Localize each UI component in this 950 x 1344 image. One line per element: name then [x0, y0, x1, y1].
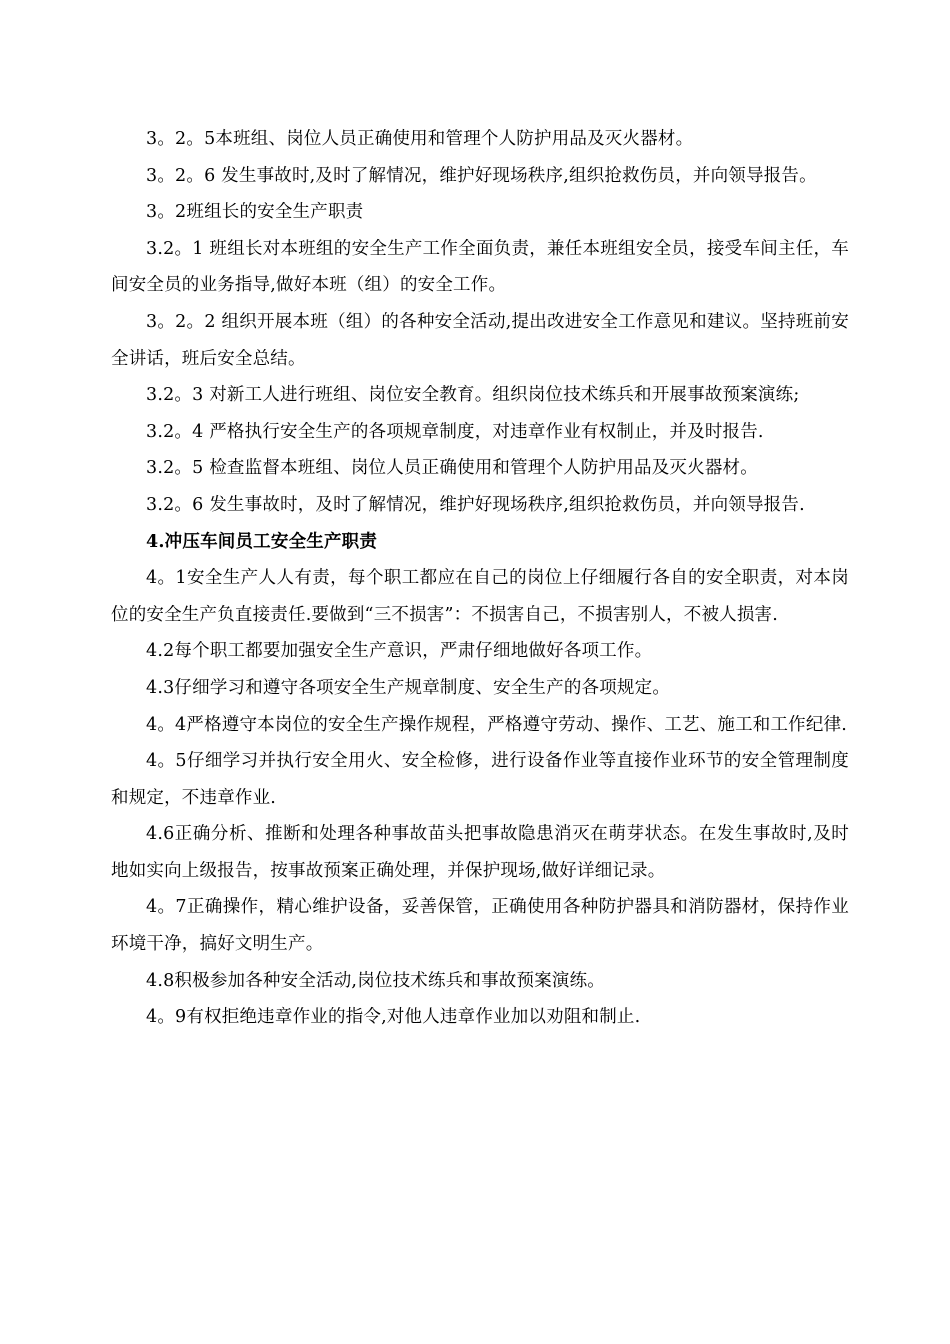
- paragraph-4-6: 4.6正确分析、推断和处理各种事故苗头把事故隐患消灭在萌芽状态。在发生事故时,及时地如实向上级报告，按事故预案正确处理，并保护现场,做好详细记录。: [111, 824, 849, 881]
- paragraph-3-2-1-leader: 3.2。1 班组长对本班组的安全生产工作全面负责，兼任本班组安全员，接受车间主任，车间安全员的业务指导,做好本班（组）的安全工作。: [111, 238, 849, 296]
- paragraph-3-2-6: 3。2。6 发生事故时,及时了解情况，维护好现场秩序,组织抢救伤员，并向领导报告。: [146, 165, 817, 186]
- section-heading-3-2: 3。2班组长的安全生产职责: [146, 202, 364, 223]
- paragraph-3-2-4-leader: 3.2。4 严格执行安全生产的各项规章制度，对违章作业有权制止，并及时报告.: [146, 421, 764, 442]
- section-heading-4: 4.冲压车间员工安全生产职责: [146, 531, 378, 552]
- paragraph-4-2: 4.2每个职工都要加强安全生产意识，严肃仔细地做好各项工作。: [146, 641, 653, 662]
- document-body: [111, 121, 849, 1036]
- paragraph-3-2-5: 3。2。5本班组、岗位人员正确使用和管理个人防护用品及灭火器材。: [146, 129, 694, 149]
- paragraph-4-1: 4。1安全生产人人有责，每个职工都应在自己的岗位上仔细履行各自的安全职责，对本岗位的安全生产负直接责任.要做到“三不损害”：不损害自己，不损害别人，不被人损害.: [111, 568, 849, 625]
- paragraph-4-3: 4.3仔细学习和遵守各项安全生产规章制度、安全生产的各项规定。: [146, 677, 671, 698]
- paragraph-4-8: 4.8积极参加各种安全活动,岗位技术练兵和事故预案演练。: [146, 970, 605, 991]
- paragraph-4-5: 4。5仔细学习并执行安全用火、安全检修，进行设备作业等直接作业环节的安全管理制度和规定，不违章作业.: [111, 751, 849, 808]
- paragraph-4-4: 4。4严格遵守本岗位的安全生产操作规程，严格遵守劳动、操作、工艺、施工和工作纪律.: [146, 714, 848, 735]
- paragraph-3-2-5-leader: 3.2。5 检查监督本班组、岗位人员正确使用和管理个人防护用品及灭火器材。: [146, 458, 758, 479]
- paragraph-4-7: 4。7正确操作，精心维护设备，妥善保管，正确使用各种防护器具和消防器材，保持作业环境干净，搞好文明生产。: [111, 897, 849, 955]
- paragraph-3-2-6-leader: 3.2。6 发生事故时，及时了解情况，维护好现场秩序,组织抢救伤员，并向领导报告.: [146, 494, 805, 515]
- paragraph-3-2-3-leader: 3.2。3 对新工人进行班组、岗位安全教育。组织岗位技术练兵和开展事故预案演练;: [146, 385, 800, 406]
- paragraph-4-9: 4。9有权拒绝违章作业的指令,对他人违章作业加以劝阻和制止.: [146, 1007, 641, 1028]
- paragraph-3-2-2-leader: 3。2。2 组织开展本班（组）的各种安全活动,提出改进安全工作意见和建议。坚持班前安全讲话，班后安全总结。: [111, 311, 849, 369]
